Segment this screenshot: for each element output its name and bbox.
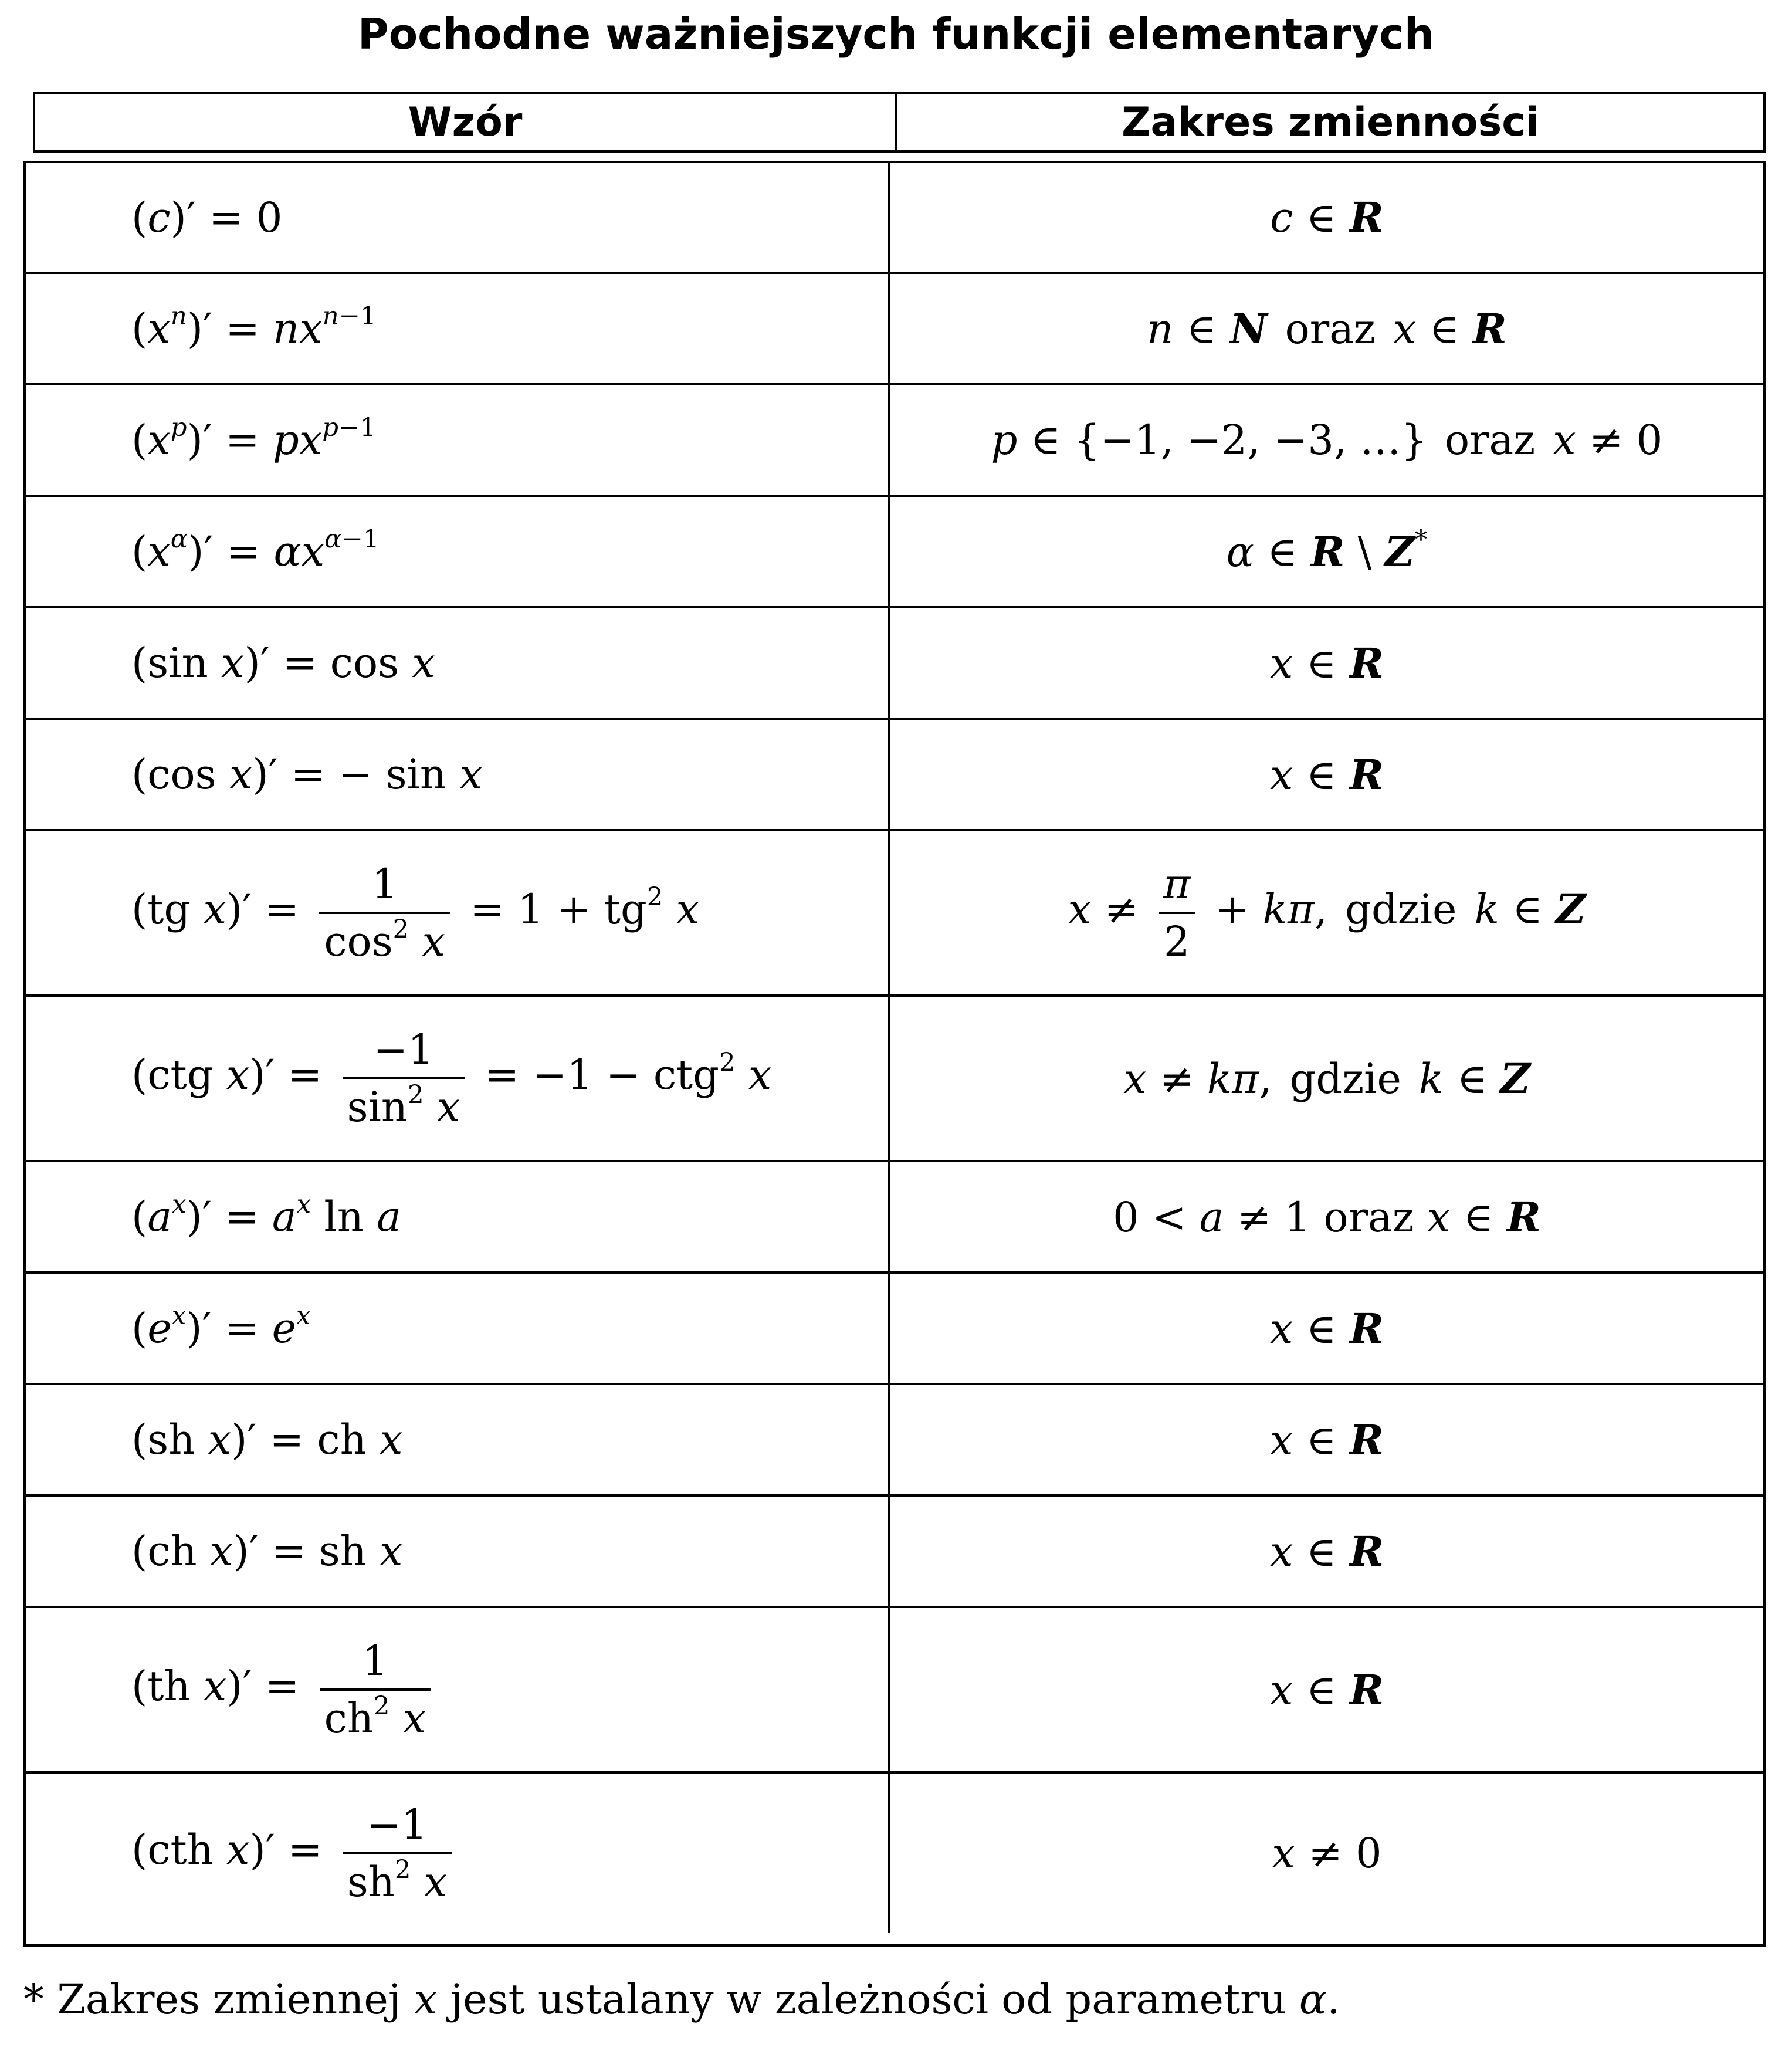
range-cell xyxy=(890,831,1763,994)
table-row xyxy=(26,831,1763,997)
range-text: x ∈ R xyxy=(1270,1527,1384,1576)
formula-text: $(x^n)' = nx^{n-1}$ xyxy=(131,301,377,353)
formula-text: $(a^x)' = a^x$ ln a xyxy=(131,1189,401,1241)
range-text: p ∈ {−1, −2, −3, …} oraz x ≠ 0 xyxy=(991,416,1663,464)
range-cell xyxy=(890,385,1763,495)
formula-text: (sh x)′ = ch x xyxy=(131,1416,403,1464)
formula-text: $(x^p)' = px^{p-1}$ xyxy=(131,412,376,464)
table-row xyxy=(26,1274,1763,1385)
range-text: 0 < a ≠ 1 oraz x ∈ R xyxy=(1113,1192,1541,1241)
formula-cell xyxy=(26,720,890,829)
formula-cell xyxy=(26,1774,890,1933)
range-cell xyxy=(890,1608,1763,1771)
formula-text: (tg x)′ = $\frac{1}{\cos^2 x}$ = $1 + tg^2$ x xyxy=(131,860,700,966)
header-formula: Wzór xyxy=(35,94,897,150)
table-row xyxy=(26,163,1763,274)
footnote: * Zakres zmiennej x jest ustalany w zależności od parametru α. xyxy=(23,1975,1340,2023)
table-row xyxy=(26,1608,1763,1774)
formula-text: (c)′ = 0 xyxy=(131,193,283,242)
table-row xyxy=(26,997,1763,1162)
formula-cell xyxy=(26,1162,890,1271)
range-cell xyxy=(890,720,1763,829)
range-cell xyxy=(890,608,1763,718)
range-text: x ∈ R xyxy=(1270,1665,1384,1714)
range-cell xyxy=(890,163,1763,272)
formula-text: (cth x)′ = $\frac{-1}{sh^2 x}$ xyxy=(131,1801,459,1906)
range-text: α ∈ R \ Z* xyxy=(1226,524,1428,576)
page-title: Pochodne ważniejszych funkcji elementarych xyxy=(357,9,1435,59)
range-cell xyxy=(890,1774,1763,1933)
range-text: x ∈ R xyxy=(1270,1304,1384,1353)
table-row xyxy=(26,385,1763,497)
formula-cell xyxy=(26,997,890,1160)
formula-text: (cos x)′ = − sin x xyxy=(131,750,483,798)
formula-text: $(e^x)' = e^x$ xyxy=(131,1301,311,1352)
table-row xyxy=(26,608,1763,720)
formula-text: $(x^\alpha)' = \alpha x^{\alpha-1}$ xyxy=(131,524,380,576)
range-cell xyxy=(890,1497,1763,1606)
formula-cell xyxy=(26,385,890,495)
formula-cell xyxy=(26,1274,890,1383)
formula-cell xyxy=(26,1497,890,1606)
range-text: x ≠ kπ, gdzie k ∈ Z xyxy=(1123,1054,1530,1103)
range-text: x ∈ R xyxy=(1270,638,1384,688)
range-text: c ∈ R xyxy=(1270,193,1384,242)
table-row xyxy=(26,497,1763,608)
range-text: x ∈ R xyxy=(1270,750,1384,799)
range-text: x ≠ 0 xyxy=(1272,1829,1382,1877)
table-row xyxy=(26,1162,1763,1274)
table-row xyxy=(26,720,1763,831)
range-cell xyxy=(890,1385,1763,1494)
formula-cell xyxy=(26,608,890,718)
formula-cell xyxy=(26,163,890,272)
table-row xyxy=(26,1385,1763,1497)
formula-cell xyxy=(26,497,890,606)
range-text: n ∈ N oraz x ∈ R xyxy=(1147,304,1507,353)
range-cell xyxy=(890,1274,1763,1383)
range-text: x ∈ R xyxy=(1270,1415,1384,1464)
header-range: Zakres zmienności xyxy=(1122,99,1539,145)
derivatives-table xyxy=(23,161,1766,1947)
range-cell xyxy=(890,997,1763,1160)
range-cell xyxy=(890,497,1763,606)
formula-cell xyxy=(26,1608,890,1771)
formula-cell xyxy=(26,831,890,994)
table-header xyxy=(33,92,1766,153)
table-row xyxy=(26,1497,1763,1608)
formula-text: (th x)′ = $\frac{1}{ch^2 x}$ xyxy=(131,1637,438,1742)
table-row xyxy=(26,274,1763,385)
range-cell xyxy=(890,1162,1763,1271)
table-row xyxy=(26,1774,1763,1933)
range-cell xyxy=(890,274,1763,383)
formula-cell xyxy=(26,1385,890,1494)
range-text: x ≠ $\frac{\pi}{2}$ + kπ, gdzie k ∈ Z xyxy=(1068,860,1586,966)
formula-cell xyxy=(26,274,890,383)
formula-text: (ch x)′ = sh x xyxy=(131,1527,403,1575)
formula-text: (sin x)′ = cos x xyxy=(131,639,435,687)
formula-text: (ctg x)′ = $\frac{-1}{\sin^2 x}$ = −1 − ctg$^2$ x xyxy=(131,1026,772,1131)
